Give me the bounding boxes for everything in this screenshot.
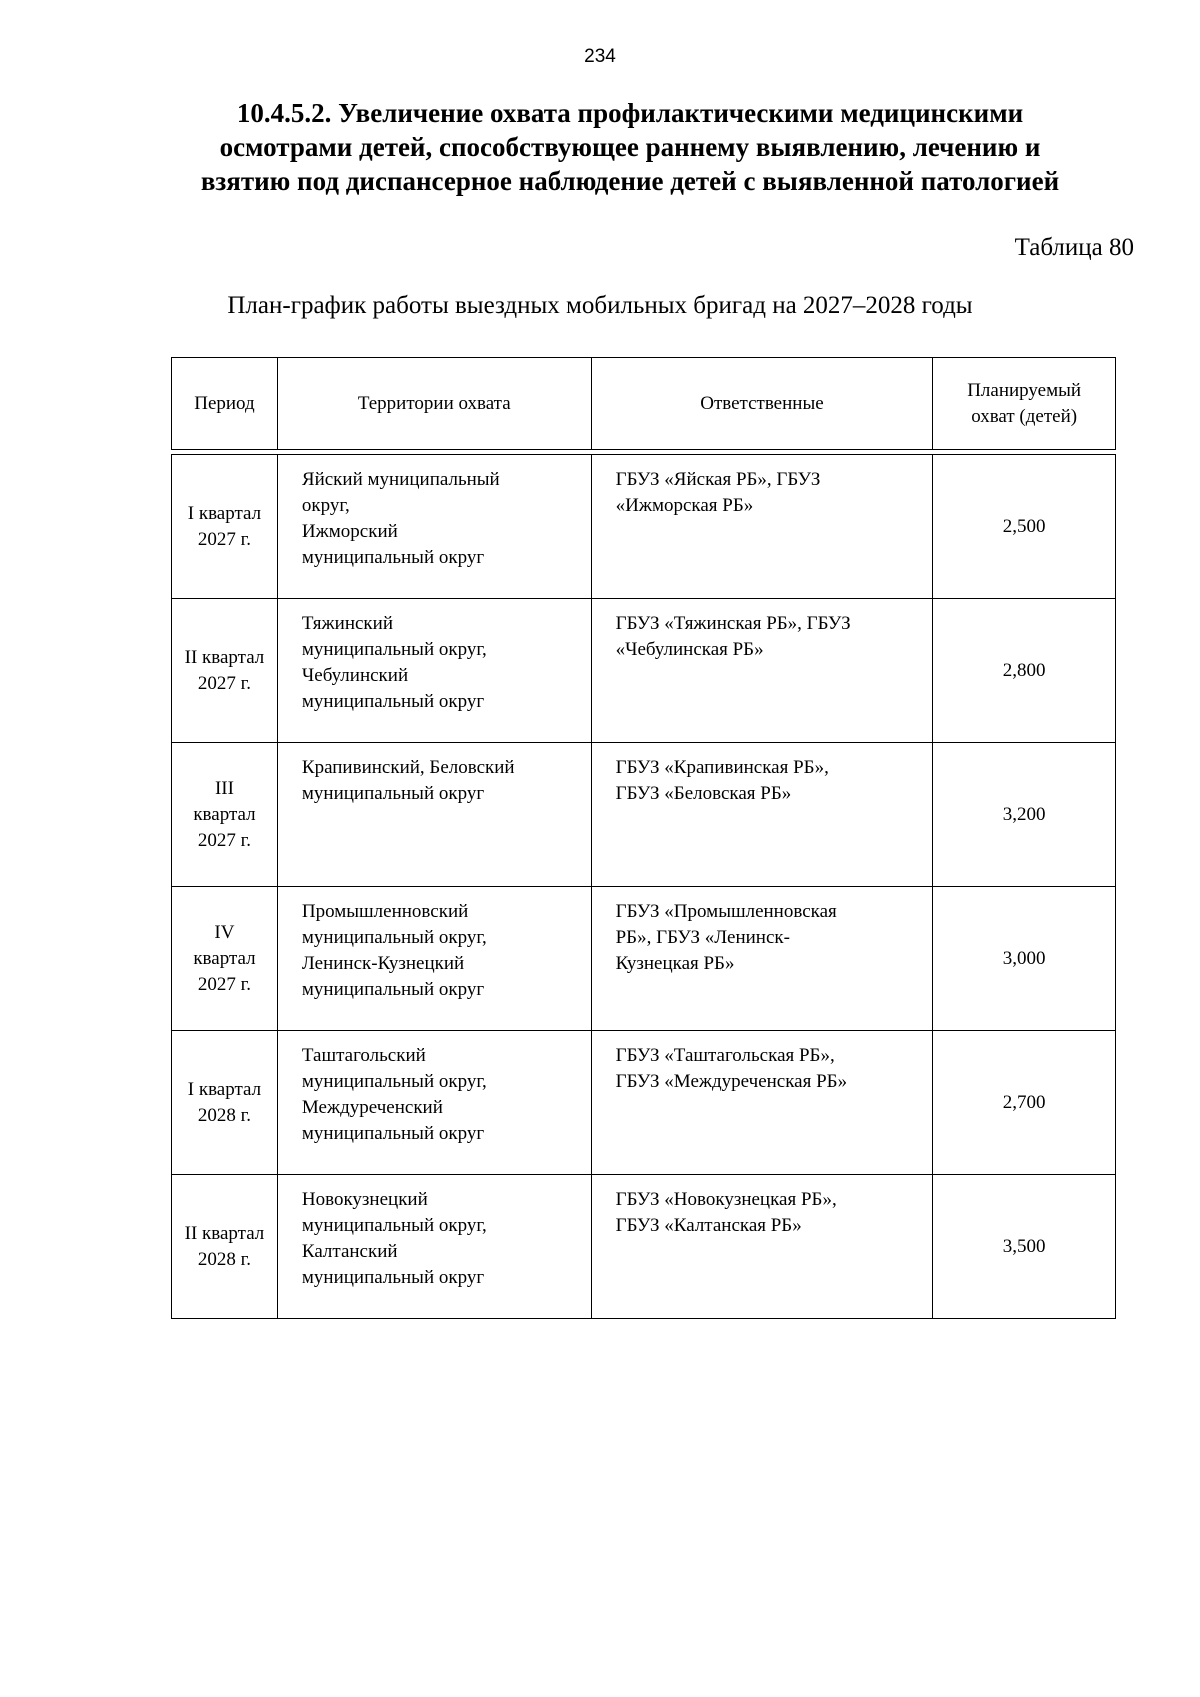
cell-territory: [277, 455, 591, 599]
table-row: [172, 599, 1116, 743]
cell-responsible: [591, 1031, 933, 1175]
territory-line: муниципальный округ: [301, 547, 485, 568]
cell-coverage: 3,500: [933, 1175, 1116, 1319]
cell-coverage: 2,500: [933, 455, 1116, 599]
cell-responsible: [591, 455, 933, 599]
territory-line: муниципальный округ,: [301, 927, 487, 948]
table-header-row: [172, 358, 1116, 450]
cell-coverage: 3,000: [933, 887, 1116, 1031]
section-heading-line: осмотрами детей, способствующее раннему выявлению, лечению и: [219, 132, 1041, 162]
cell-responsible: [591, 1175, 933, 1319]
cell-responsible: [591, 599, 933, 743]
territory-line: муниципальный округ: [301, 1267, 485, 1288]
table-body: [172, 450, 1116, 1319]
period-line: 2027 г.: [197, 973, 252, 995]
territory-line: Междуреченский: [301, 1097, 443, 1118]
responsible-line: ГБУЗ «Таштагольская РБ»,: [615, 1045, 835, 1066]
table-row: [172, 887, 1116, 1031]
territory-line: муниципальный округ,: [301, 1071, 487, 1092]
table-row: [172, 455, 1116, 599]
period-line: I квартал: [187, 1078, 262, 1100]
page-number: 234: [584, 46, 616, 67]
header-period: Период: [172, 358, 278, 450]
responsible-line: ГБУЗ «Крапивинская РБ»,: [615, 757, 829, 778]
cell-territory: [277, 1031, 591, 1175]
period-line: III: [214, 777, 234, 799]
cell-period: [172, 887, 278, 1031]
territory-line: округ,: [301, 495, 350, 516]
section-heading: [150, 96, 1110, 198]
responsible-line: ГБУЗ «Яйская РБ», ГБУЗ: [615, 469, 821, 490]
cell-territory: [277, 887, 591, 1031]
territory-line: Чебулинский: [301, 665, 409, 686]
territory-line: муниципальный округ: [301, 783, 485, 804]
period-line: II квартал: [184, 1222, 265, 1244]
cell-territory: [277, 1175, 591, 1319]
territory-line: Тяжинский: [301, 613, 393, 634]
period-line: квартал: [193, 803, 256, 825]
cell-period: [172, 1175, 278, 1319]
territory-line: муниципальный округ: [301, 979, 485, 1000]
period-line: 2027 г.: [197, 528, 252, 550]
responsible-line: ГБУЗ «Беловская РБ»: [615, 783, 792, 804]
table-caption: План-график работы выездных мобильных бригад на 2027–2028 годы: [227, 292, 973, 319]
territory-line: Новокузнецкий: [301, 1189, 428, 1210]
cell-coverage: 2,800: [933, 599, 1116, 743]
cell-period: [172, 455, 278, 599]
cell-period: [172, 743, 278, 887]
responsible-line: ГБУЗ «Новокузнецкая РБ»,: [615, 1189, 837, 1210]
responsible-line: ГБУЗ «Промышленновская: [615, 901, 837, 922]
territory-line: Калтанский: [301, 1241, 398, 1262]
period-line: 2028 г.: [197, 1248, 252, 1270]
responsible-line: РБ», ГБУЗ «Ленинск-: [615, 927, 790, 948]
table-row: [172, 743, 1116, 887]
territory-line: муниципальный округ: [301, 691, 485, 712]
responsible-line: ГБУЗ «Междуреченская РБ»: [615, 1071, 848, 1092]
period-line: квартал: [193, 947, 256, 969]
territory-line: муниципальный округ: [301, 1123, 485, 1144]
period-line: 2027 г.: [197, 672, 252, 694]
table-row: [172, 1175, 1116, 1319]
territory-line: Крапивинский, Беловский: [301, 757, 515, 778]
header-coverage-line: охват (детей): [971, 405, 1078, 427]
territory-line: муниципальный округ,: [301, 1215, 487, 1236]
responsible-line: «Ижморская РБ»: [615, 495, 754, 516]
section-heading-line: 10.4.5.2. Увеличение охвата профилактическими медицинскими: [236, 98, 1024, 128]
responsible-line: «Чебулинская РБ»: [615, 639, 764, 660]
period-line: I квартал: [187, 502, 262, 524]
period-line: II квартал: [184, 646, 265, 668]
table-number: Таблица 80: [1014, 234, 1134, 261]
cell-territory: [277, 743, 591, 887]
cell-coverage: 2,700: [933, 1031, 1116, 1175]
cell-coverage: 3,200: [933, 743, 1116, 887]
schedule-table: [171, 357, 1116, 1319]
header-coverage: [933, 358, 1116, 450]
cell-period: [172, 599, 278, 743]
responsible-line: ГБУЗ «Тяжинская РБ», ГБУЗ: [615, 613, 851, 634]
table-row: [172, 1031, 1116, 1175]
responsible-line: ГБУЗ «Калтанская РБ»: [615, 1215, 802, 1236]
territory-line: Ленинск-Кузнецкий: [301, 953, 465, 974]
header-territory: Территории охвата: [277, 358, 591, 450]
cell-territory: [277, 599, 591, 743]
header-responsible: Ответственные: [591, 358, 933, 450]
territory-line: Ижморский: [301, 521, 398, 542]
period-line: IV: [214, 921, 235, 943]
cell-responsible: [591, 887, 933, 1031]
territory-line: Таштагольский: [301, 1045, 426, 1066]
territory-line: муниципальный округ,: [301, 639, 487, 660]
cell-responsible: [591, 743, 933, 887]
territory-line: Яйский муниципальный: [301, 469, 500, 490]
responsible-line: Кузнецкая РБ»: [615, 953, 735, 974]
period-line: 2027 г.: [197, 829, 252, 851]
header-coverage-line: Планируемый: [967, 379, 1082, 401]
cell-period: [172, 1031, 278, 1175]
territory-line: Промышленновский: [301, 901, 469, 922]
section-heading-line: взятию под диспансерное наблюдение детей с выявленной патологией: [200, 166, 1060, 196]
period-line: 2028 г.: [197, 1104, 252, 1126]
